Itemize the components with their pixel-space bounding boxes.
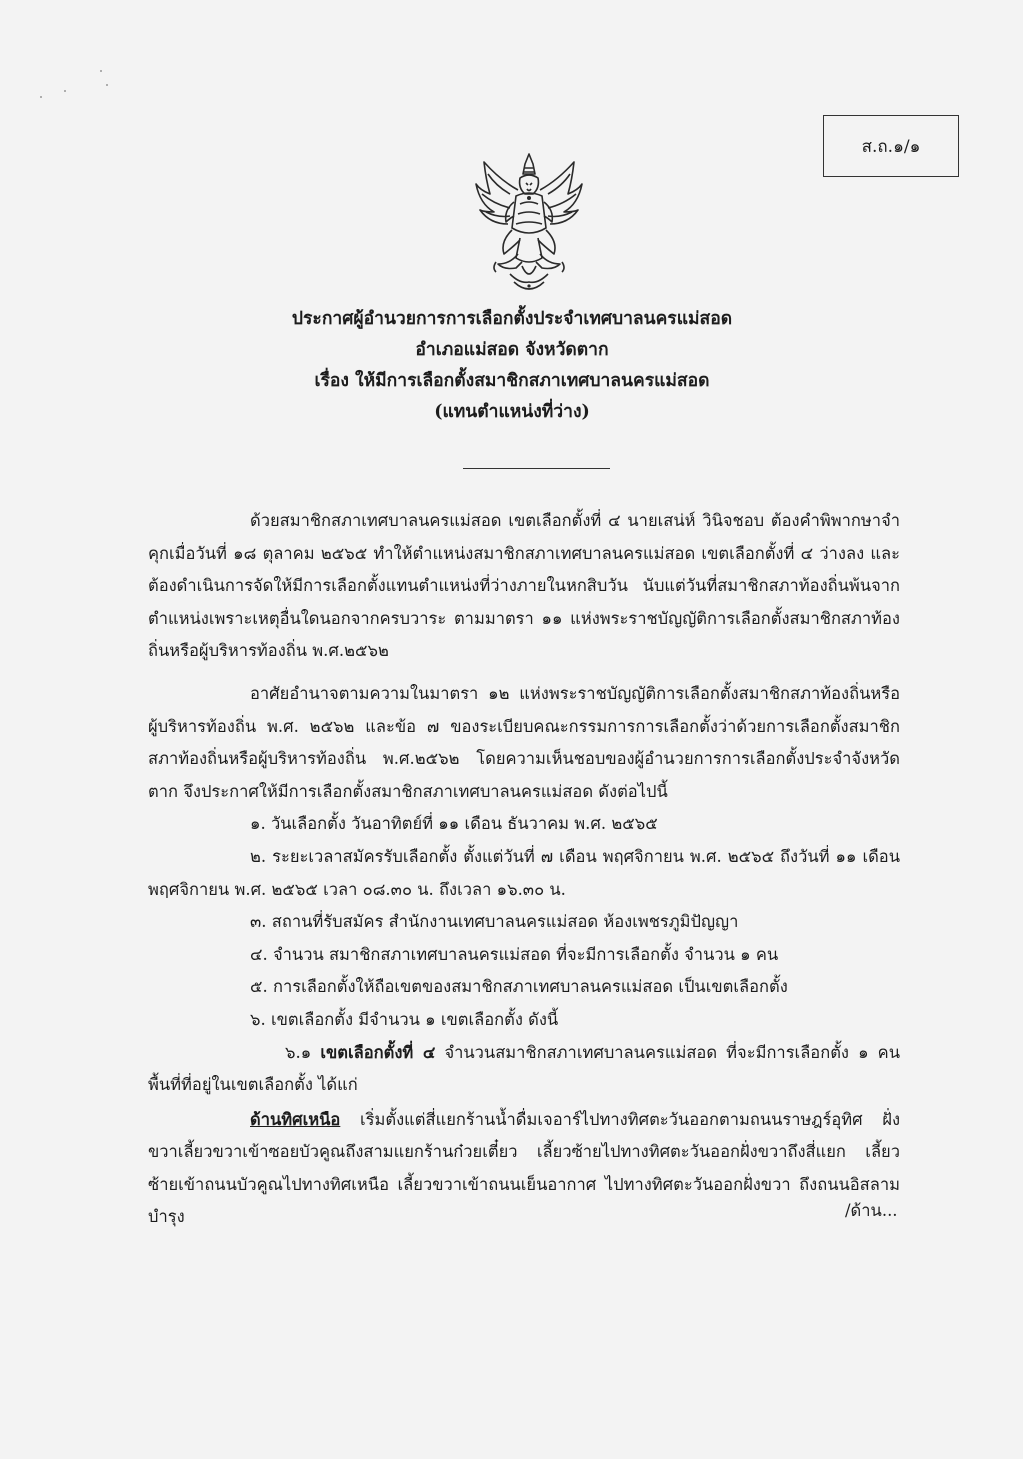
north-boundary-paragraph (148, 1104, 900, 1234)
paragraph-1: ด้วยสมาชิกสภาเทศบาลนครแม่สอด เขตเลือกตั้งที่ ๔ นายเสน่ห์ วินิจชอบ ต้องคำพิพากษาจำคุกเมื่อวันที่ ๑๘ ตุลาคม ๒๕๖๕ ทำให้ตำแหน่งสมาชิกสภาเทศบาลนครแม่สอด เขตเลือกตั้งที่ ๔ ว่างลง และต้องดำเนินการจัดให้มีการเลือกตั้งแทนตำแหน่งที่ว่างภายในหกสิบวัน นับแต่วันที่สมาชิกสภาท้องถิ่นพ้นจากตำแหน่งเพราะเหตุอื่นใดนอกจากครบวาระ ตามมาตรา ๑๑ แห่งพระราชบัญญัติการเลือกตั้งสมาชิกสภาท้องถิ่นหรือผู้บริหารท้องถิ่น พ.ศ.๒๕๖๒ (148, 511, 900, 661)
item-application-period: ๒. ระยะเวลาสมัครรับเลือกตั้ง ตั้งแต่วันที่ ๗ เดือน พฤศจิกายน พ.ศ. ๒๕๖๕ ถึงวันที่ ๑๑ เดือน พฤศจิกายน พ.ศ. ๒๕๖๕ เวลา ๐๘.๓๐ น. ถึงเวลา ๑๖.๓๐ น. (148, 846, 900, 899)
item-application-place: ๓. สถานที่รับสมัคร สำนักงานเทศบาลนครแม่สอด ห้องเพชรภูมิปัญญา (250, 912, 739, 932)
scan-speck (106, 84, 108, 86)
announcement-heading (212, 304, 812, 428)
item-election-date: ๑. วันเลือกตั้ง วันอาทิตย์ที่ ๑๑ เดือน ธันวาคม พ.ศ. ๒๕๖๕ (250, 814, 658, 834)
item-constituency-count: ๖. เขตเลือกตั้ง มีจำนวน ๑ เขตเลือกตั้ง ดังนี้ (250, 1009, 559, 1029)
item-member-count: ๔. จำนวน สมาชิกสภาเทศบาลนครแม่สอด ที่จะมีการเลือกตั้ง จำนวน ๑ คน (250, 944, 779, 964)
heading-line-2: อำเภอแม่สอด จังหวัดตาก (415, 340, 609, 360)
paragraph-2: อาศัยอำนาจตามความในมาตรา ๑๒ แห่งพระราชบัญญัติการเลือกตั้งสมาชิกสภาท้องถิ่นหรือผู้บริหารท้องถิ่น พ.ศ. ๒๕๖๒ และข้อ ๗ ของระเบียบคณะกรรมการการเลือกตั้งว่าด้วยการเลือกตั้งสมาชิกสภาท้องถิ่นหรือผู้บริหารท้องถิ่น พ.ศ.๒๕๖๒ โดยความเห็นชอบของผู้อำนวยการการเลือกตั้งประจำจังหวัดตาก จึงประกาศให้มีการเลือกตั้งสมาชิกสภาเทศบาลนครแม่สอด ดังต่อไปนี้ (148, 683, 900, 801)
scan-speck (40, 96, 42, 98)
item-constituency-basis: ๕. การเลือกตั้งให้ถือเขตของสมาชิกสภาเทศบาลนครแม่สอด เป็นเขตเลือกตั้ง (250, 977, 788, 997)
constituency-label: เขตเลือกตั้งที่ ๔ (320, 1042, 436, 1062)
heading-line-1: ประกาศผู้อำนวยการการเลือกตั้งประจำเทศบาลนครแม่สอด (291, 309, 733, 329)
sub-item-6-1 (148, 1037, 900, 1102)
heading-line-3: เรื่อง ให้มีการเลือกตั้งสมาชิกสภาเทศบาลนครแม่สอด (314, 371, 710, 391)
form-code-box: ส.ถ.๑/๑ (823, 115, 959, 177)
sub-item-text: จำนวนสมาชิกสภาเทศบาลนครแม่สอด ที่จะมีการเลือกตั้ง ๑ คน พื้นที่ที่อยู่ในเขตเลือกตั้ง ได้แก่ (148, 1042, 900, 1095)
north-boundary-text: เริ่มตั้งแต่สี่แยกร้านน้ำดื่มเจอาร์ไปทางทิศตะวันออกตามถนนราษฎร์อุทิศ ฝั่งขวาเลี้ยวขวาเข้าซอยบัวคูณถึงสามแยกร้านก๋วยเตี๋ยว เลี้ยวซ้ายไปทางทิศตะวันออกฝั่งขวาถึงสี่แยก เลี้ยวซ้ายเข้าถนนบัวคูณไปทางทิศเหนือ เลี้ยวขวาเข้าถนนเย็นอากาศ ไปทางทิศตะวันออกฝั่งขวา ถึงถนนอิสลามบำรุง (148, 1109, 900, 1227)
heading-line-4: (แทนตำแหน่งที่ว่าง) (434, 402, 590, 422)
heading-divider (463, 468, 610, 469)
north-boundary-label: ด้านทิศเหนือ (250, 1109, 341, 1129)
announcement-body (148, 505, 900, 1234)
scan-speck (100, 70, 102, 72)
garuda-emblem-icon (470, 150, 588, 300)
sub-item-number: ๖.๑ (285, 1042, 321, 1062)
continuation-marker: /ด้าน... (845, 1201, 898, 1220)
scan-speck (64, 90, 66, 92)
